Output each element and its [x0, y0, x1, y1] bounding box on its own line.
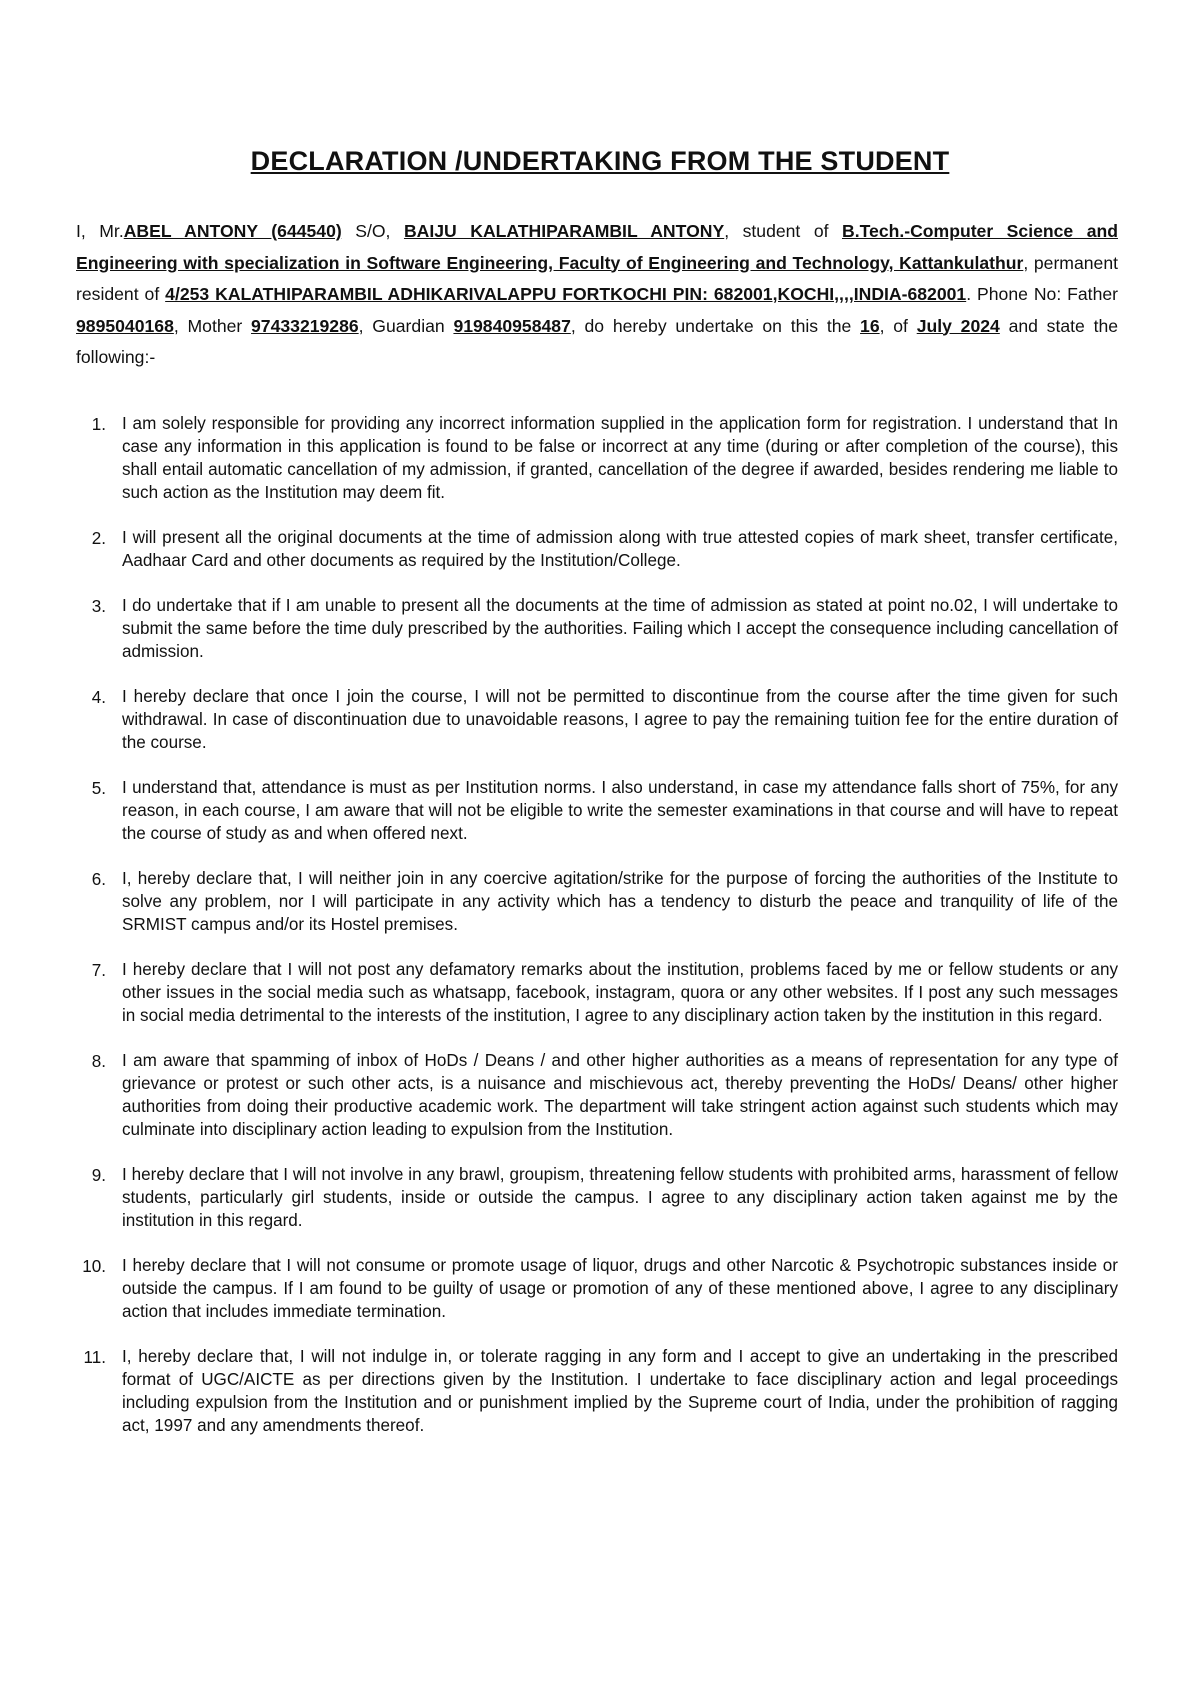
item-number: 7. — [91, 961, 106, 980]
item-text: I, hereby declare that, I will neither join in any coercive agitation/strike for the purpose of forcing the authorities of the Institute to solve any problem, nor I will participate in any activity which has a tendency to disturb the peace and tranquility of life of the SRMIST campus and/or its Hostel premises. — [122, 869, 1118, 934]
declaration-intro — [76, 216, 1118, 374]
list-item — [76, 1345, 1118, 1437]
item-text: I hereby declare that once I join the course, I will not be permitted to discontinue from the course after the time given for such withdrawal. In case of discontinuation due to unavoidable reasons, I agree to pay the remaining tuition fee for the entire duration of the course. — [122, 687, 1118, 752]
declaration-month-year: July 2024 — [916, 315, 1000, 336]
intro-text: , permanent resident of — [76, 252, 1118, 304]
intro-text: , student of — [724, 221, 842, 241]
item-text: I hereby declare that I will not involve in any brawl, groupism, threatening fellow students with prohibited arms, harassment of fellow students, particularly girl students, inside or outside the campus. I agree to any disciplinary action taken against me by the institution in this regard. — [122, 1165, 1118, 1230]
guardian-phone: 919840958487 — [453, 315, 571, 336]
list-item — [76, 1049, 1118, 1141]
item-text: I will present all the original documents at the time of admission along with true attested copies of mark sheet, transfer certificate, Aadhaar Card and other documents as required by the Institution/College. — [122, 528, 1118, 570]
list-item — [76, 1163, 1118, 1232]
intro-text: , do hereby undertake on this the — [570, 315, 861, 336]
declaration-day: 16 — [860, 315, 880, 336]
father-name: BAIJU KALATHIPARAMBIL ANTONY — [403, 221, 725, 241]
father-phone: 9895040168 — [76, 315, 174, 336]
item-text: I do undertake that if I am unable to present all the documents at the time of admission as stated at point no.02, I will undertake to submit the same before the time duly prescribed by the authorities. Failing which I accept the consequence including cancellation of admission. — [122, 596, 1118, 661]
item-number: 8. — [91, 1052, 106, 1071]
list-item — [76, 685, 1118, 754]
intro-text: , Mother — [173, 315, 252, 336]
item-text: I am solely responsible for providing any incorrect information supplied in the application form for registration. I understand that In case any information in this application is found to be false or incorrect at any time (during or after completion of the course), this shall entail automatic cancellation of my admission, if granted, cancellation of the degree if awarded, besides rendering me liable to such action as the Institution may deem fit. — [122, 414, 1118, 502]
list-item — [76, 958, 1118, 1027]
item-number: 9. — [91, 1166, 106, 1185]
list-item — [76, 867, 1118, 936]
intro-text: . Phone No: Father — [966, 284, 1118, 304]
intro-text: and state the following:- — [76, 315, 1119, 367]
program-name: B.Tech.-Computer Science and Engineering with specialization in Software Engineering, Faculty of Engineering and Technology, Kattankulathur — [76, 221, 1118, 273]
item-text: I am aware that spamming of inbox of HoDs / Deans / and other higher authorities as a means of representation for any type of grievance or protest or such other acts, is a nuisance and mischievous act, thereby preventing the HoDs/ Deans/ other higher authorities from doing their productive academic work. The department will take stringent action against such students which may culminate into disciplinary action leading to expulsion from the Institution. — [122, 1051, 1118, 1139]
intro-text: , of — [879, 315, 917, 336]
list-item — [76, 776, 1118, 845]
item-number: 6. — [91, 870, 106, 889]
page-title: DECLARATION /UNDERTAKING FROM THE STUDENT — [250, 146, 950, 176]
item-text: I hereby declare that I will not consume or promote usage of liquor, drugs and other Narcotic & Psychotropic substances inside or outside the campus. If I am found to be guilty of usage or promotion of any of these mentioned above, I agree to any disciplinary action that includes immediate termination. — [122, 1256, 1118, 1321]
item-number: 4. — [91, 688, 106, 707]
student-name: ABEL ANTONY (644540) — [123, 221, 342, 241]
item-text: I understand that, attendance is must as per Institution norms. I also understand, in case my attendance falls short of 75%, for any reason, in each course, I am aware that will not be eligible to write the semester examinations in that course and will have to repeat the course of study as and when offered next. — [122, 778, 1118, 843]
item-number: 11. — [83, 1348, 106, 1367]
item-number: 3. — [91, 597, 106, 616]
item-number: 2. — [91, 529, 106, 548]
intro-text: S/O, — [341, 221, 404, 241]
item-text: I, hereby declare that, I will not indulge in, or tolerate ragging in any form and I accept to give an undertaking in the prescribed format of UGC/AICTE as per directions given by the Institution. I undertake to face disciplinary action and legal proceedings including expulsion from the Institution and or punishment implied by the Supreme court of India, under the prohibition of ragging act, 1997 and any amendments thereof. — [122, 1347, 1118, 1435]
item-text: I hereby declare that I will not post any defamatory remarks about the institution, problems faced by me or fellow students or any other issues in the social media such as whatsapp, facebook, instagram, quora or any other websites. If I post any such messages in social media detrimental to the interests of the institution, I agree to any disciplinary action taken by the institution in this regard. — [122, 960, 1118, 1025]
list-item — [76, 412, 1118, 504]
list-item — [76, 594, 1118, 663]
permanent-address: 4/253 KALATHIPARAMBIL ADHIKARIVALAPPU FORTKOCHI PIN: 682001,KOCHI,,,,INDIA-682001 — [165, 284, 967, 304]
item-number: 1. — [91, 415, 106, 434]
mother-phone: 97433219286 — [251, 315, 359, 336]
intro-text: , Guardian — [358, 315, 454, 336]
list-item — [76, 526, 1118, 572]
undertaking-list — [76, 412, 1118, 1437]
list-item — [76, 1254, 1118, 1323]
intro-text: I, Mr. — [76, 221, 124, 241]
item-number: 5. — [91, 779, 106, 798]
item-number: 10. — [82, 1257, 106, 1276]
